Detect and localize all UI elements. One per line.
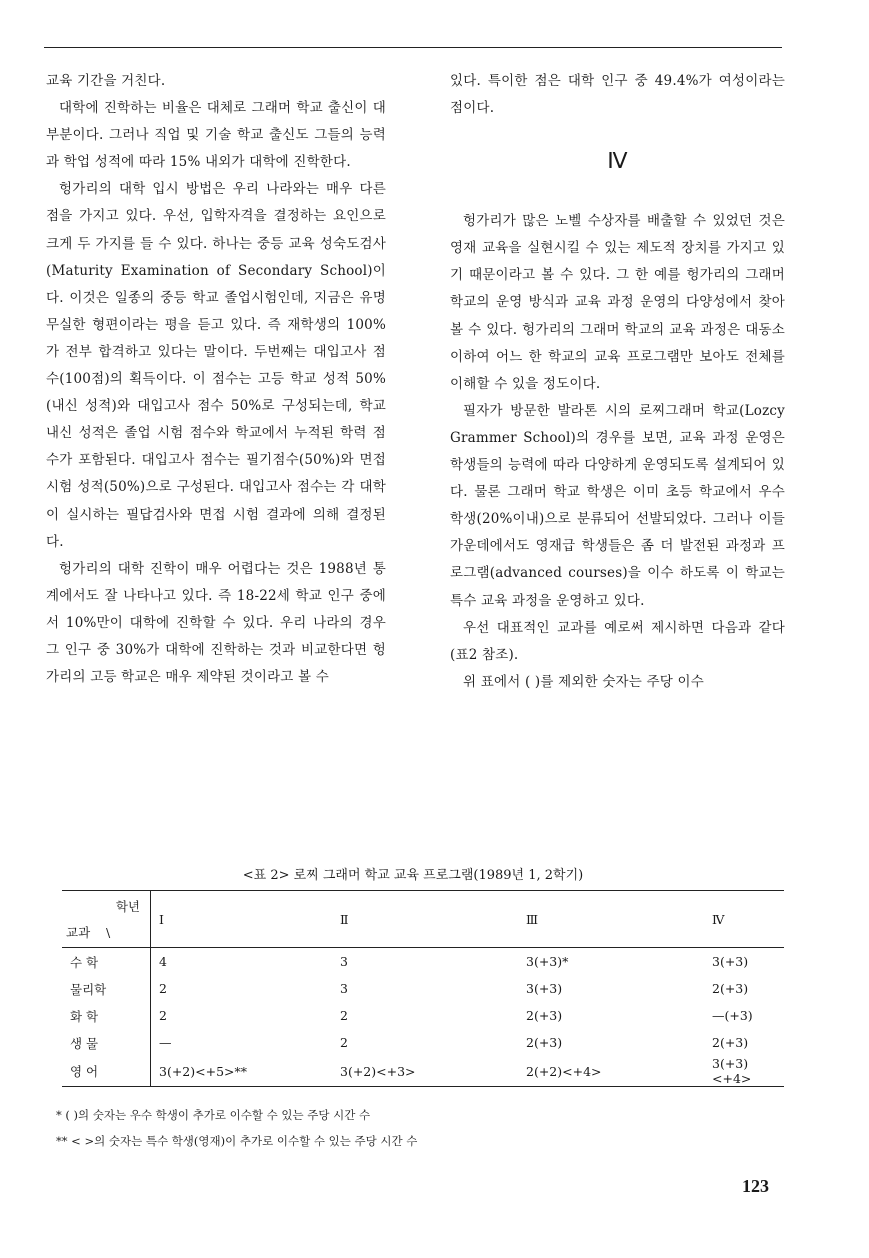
grade-label: 학년 xyxy=(115,899,140,914)
hours-cell: 3(+3)* xyxy=(526,954,569,969)
grade-header: Ⅳ xyxy=(712,911,725,927)
paragraph: 헝가리의 대학 입시 방법은 우리 나라와는 매우 다른 점을 가지고 있다. 우선, 입학자격을 결정하는 요인으로 크게 두 가지를 들 수 있다. 하나는 중등 교육 성숙도검사(Maturity Examination of Secondary School)이다. 이것은 일종의 중등 학교 졸업시험인데, 지금은 유명 무실한 형편이라는 평을 듣고 있다. 즉 재학생의 100%가 전부 합격하고 있다는 말이다. 두번째는 대입고사 점수(100점)의 획득이다. 이 점수는 고등 학교 성적 50%(내신 성적)와 대입고사 점수 50%로 구성되는데, 학교 내신 성적은 졸업 시험 점수와 학교에서 누적된 학력 점수가 포함된다. 대입고사 점수는 필기점수(50%)와 면접 시험 성적(50%)으로 구성된다. 대입고사 점수는 각 대학이 실시하는 필답검사와 면접 시험 결과에 의해 결정된다. xyxy=(46,181,386,550)
hours-cell: 2(+3) xyxy=(712,981,749,996)
hours-cell: 2 xyxy=(159,1008,167,1023)
hours-cell: 2 xyxy=(159,981,167,996)
hours-cell: 3(+2)<+5>** xyxy=(159,1063,248,1079)
hours-cell: 2(+3) xyxy=(526,1035,563,1050)
subject-cell: 화 학 xyxy=(62,1002,151,1029)
table-footnotes xyxy=(56,1102,417,1154)
right-column xyxy=(450,68,785,696)
table-row xyxy=(62,1056,784,1087)
hours-cell: 3 xyxy=(340,981,348,996)
hours-cell: 4 xyxy=(159,954,167,969)
hours-cell: 2(+3) xyxy=(712,1035,749,1050)
left-column xyxy=(46,68,386,691)
hours-cell: 3 xyxy=(340,954,348,969)
hours-cell: 3(+2)<+3> xyxy=(340,1063,416,1079)
table-row xyxy=(62,1029,784,1056)
subject-cell: 물리학 xyxy=(62,975,151,1002)
paragraph: 있다. 특이한 점은 대학 인구 중 49.4%가 여성이라는 점이다. xyxy=(450,73,785,117)
grade-header: Ⅰ xyxy=(159,911,164,927)
paragraph: 교육 기간을 거친다. xyxy=(46,73,166,89)
page-number: 123 xyxy=(742,1176,769,1196)
hours-cell: — xyxy=(159,1035,172,1050)
paragraph: 헝가리의 대학 진학이 매우 어렵다는 것은 1988년 통계에서도 잘 나타나고 있다. 즉 18-22세 학교 인구 중에서 10%만이 대학에 진학할 수 있다. 우리 나라의 경우 그 인구 중 30%가 대학에 진학하는 것과 비교한다면 헝가리의 고등 학교은 매우 제약된 것이라고 볼 수 xyxy=(46,560,386,686)
paragraph: 필자가 방문한 발라톤 시의 로찌그래머 학교(Lozcy Grammer School)의 경우를 보면, 교육 과정 운영은 학생들의 능력에 따라 다양하게 운영되도록 설계되어 있다. 물론 그래머 학교 학생은 이미 초등 학교에서 우수 학생(20%이내)으로 분류되어 선발되었다. 그러나 이들 가운데에서도 영재급 학생들은 좀 더 발전된 과정과 프로그램(advanced courses)을 이수 하도록 이 학교는 특수 교육 과정을 운영하고 있다. xyxy=(450,402,785,609)
hours-cell: 3(+3) xyxy=(712,954,749,969)
subject-cell: 생 물 xyxy=(62,1029,151,1056)
section-numeral: Ⅳ xyxy=(607,148,628,174)
corner-mark: \ xyxy=(106,925,111,940)
paragraph: 우선 대표적인 교과를 예로써 제시하면 다음과 같다(표2 참조). xyxy=(450,619,785,663)
subject-cell: 수 학 xyxy=(62,948,151,976)
hours-cell: —(+3) xyxy=(712,1008,753,1023)
paragraph: 대학에 진학하는 비율은 대체로 그래머 학교 출신이 대부분이다. 그러나 직업 및 기술 학교 출신도 그들의 능력과 학업 성적에 따라 15% 내외가 대학에 진학한다. xyxy=(46,100,386,171)
hours-cell: 3(+3) xyxy=(526,981,563,996)
grade-header: Ⅲ xyxy=(526,911,539,927)
table-caption: <표 2> 로찌 그래머 학교 교육 프로그램(1989년 1, 2학기) xyxy=(242,868,584,883)
footnote: ** < >의 숫자는 특수 학생(영재)이 추가로 이수할 수 있는 주당 시간 수 xyxy=(56,1134,418,1148)
table-row xyxy=(62,1002,784,1029)
paragraph: 헝가리가 많은 노벨 수상자를 배출할 수 있었던 것은 영재 교육을 실현시킬 수 있는 제도적 장치를 가지고 있기 때문이라고 볼 수 있다. 그 한 예를 헝가리의 그래머 학교의 운영 방식과 교육 과정 운영의 다양성에서 찾아볼 수 있다. 헝가리의 그래머 학교의 교육 과정은 대동소이하여 어느 한 학교의 교육 프로그램만 보아도 전체를 이해할 수 있을 정도이다. xyxy=(450,213,785,392)
hours-cell: 3(+3)<+4> xyxy=(712,1056,752,1086)
table-row xyxy=(62,975,784,1002)
hours-cell: 2(+2)<+4> xyxy=(526,1063,602,1079)
table-header-row xyxy=(62,891,784,948)
paragraph: 위 표에서 ( )를 제외한 숫자는 주당 이수 xyxy=(463,673,704,690)
subject-label: 교과 xyxy=(66,925,91,940)
curriculum-table xyxy=(62,890,784,1087)
subject-cell: 영 어 xyxy=(62,1056,151,1087)
table-corner-cell xyxy=(62,891,151,948)
hours-cell: 2 xyxy=(340,1035,348,1050)
table-row xyxy=(62,948,784,976)
hours-cell: 2(+3) xyxy=(526,1008,563,1023)
footnote: * ( )의 숫자는 우수 학생이 추가로 이수할 수 있는 주당 시간 수 xyxy=(56,1108,371,1122)
top-rule xyxy=(44,47,782,48)
grade-header: Ⅱ xyxy=(340,911,349,927)
hours-cell: 2 xyxy=(340,1008,348,1023)
